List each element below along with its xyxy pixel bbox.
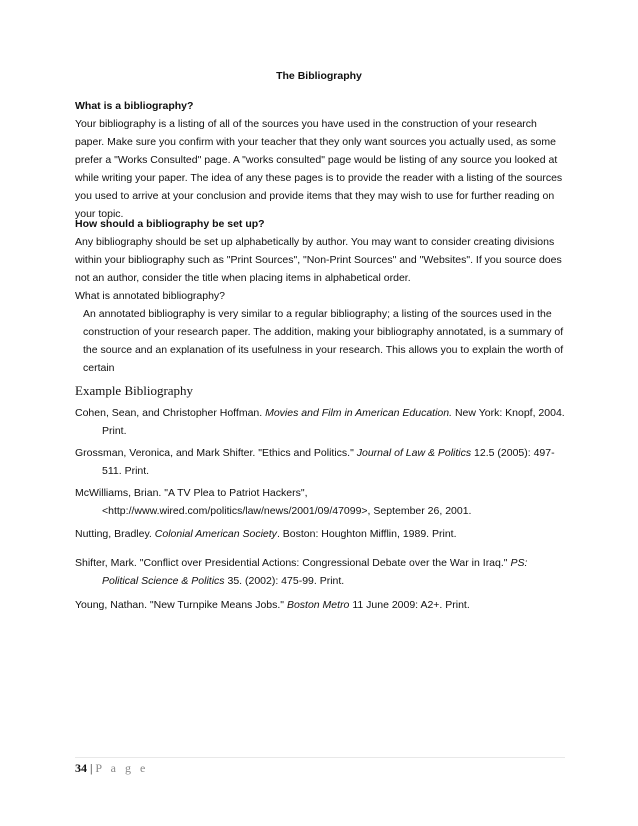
- bibliography-entry-mcwilliams: McWilliams, Brian. "A TV Plea to Patriot Hackers", <http://www.wired.com/politics/law/news/2001/09/47099>, September 26, 2001.: [75, 487, 472, 517]
- bibliography-entry-shifter: Shifter, Mark. "Conflict over Presidential Actions: Congressional Debate over the War in Iraq." PS: Political Science & Politics 35. (2002): 475-99. Print.: [75, 557, 528, 587]
- bibliography-entry-young: Young, Nathan. "New Turnpike Means Jobs." Boston Metro 11 June 2009: A2+. Print.: [75, 599, 470, 611]
- footer-divider: [75, 757, 565, 758]
- section-annotated: [75, 287, 567, 377]
- footer-separator: |: [87, 761, 96, 775]
- bibliography-entry-grossman: Grossman, Veronica, and Mark Shifter. "Ethics and Politics." Journal of Law & Politics 12.5 (2005): 497-511. Print.: [75, 447, 555, 477]
- bibliography-entry-cohen: Cohen, Sean, and Christopher Hoffman. Movies and Film in American Education. New York: Knopf, 2004. Print.: [75, 407, 565, 437]
- section-heading: What is annotated bibliography?: [75, 290, 226, 302]
- example-bibliography-heading: Example Bibliography: [75, 383, 194, 398]
- page-number: 34: [75, 761, 87, 775]
- section-heading: How should a bibliography be set up?: [75, 218, 265, 230]
- section-how-setup: [75, 215, 567, 287]
- section-body: Your bibliography is a listing of all of the sources you have used in the construction of your research paper. Make sure you confirm with your teacher that they only want sources you actually used, as some prefer a "Works Consulted" page. A "works consulted" page would be listing of any source you looked at while writing your paper. The idea of any these pages is to provide the reader with a listing of the sources you used to arrive at your conclusion and provide items that they may wish to use for further reading on your topic.: [75, 118, 563, 220]
- section-body: An annotated bibliography is very similar to a regular bibliography; a listing of the sources used in the construction of your research paper. The addition, making your bibliography annotated, is a summary of the source and an explanation of its usefulness in your research. This allows you to explain the worth of certain: [83, 308, 564, 374]
- page-title: The Bibliography: [276, 70, 362, 82]
- section-heading: What is a bibliography?: [75, 100, 194, 112]
- bibliography-entry-nutting: Nutting, Bradley. Colonial American Society. Boston: Houghton Mifflin, 1989. Print.: [75, 528, 457, 540]
- page-label: P a g e: [95, 761, 149, 775]
- page-footer: [75, 761, 148, 776]
- section-body: Any bibliography should be set up alphabetically by author. You may want to consider creating divisions within your bibliography such as "Print Sources", "Non-Print Sources" and "Websites". If you source does not an author, consider the title when placing items in alphabetical order.: [75, 236, 562, 284]
- section-what-is-bibliography: [75, 97, 567, 223]
